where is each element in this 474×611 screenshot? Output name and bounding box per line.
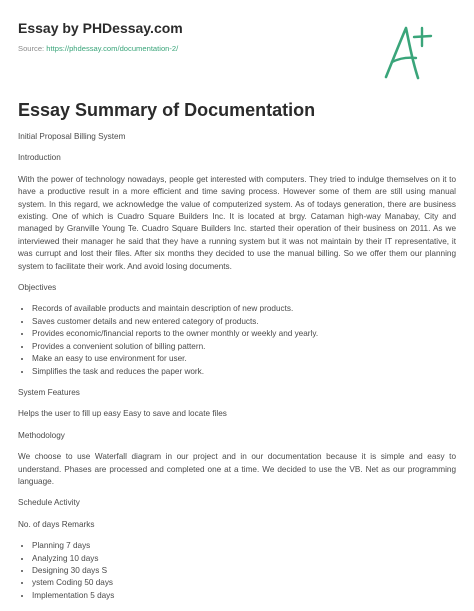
paragraph: System Features xyxy=(18,387,80,397)
paragraph: Methodology xyxy=(18,430,65,440)
paragraph: Objectives xyxy=(18,283,57,293)
a-plus-logo-icon xyxy=(378,22,438,82)
list-item: • Records of available products and maintain description of new products. xyxy=(32,303,456,315)
list-item: • ystem Coding 50 days xyxy=(32,577,456,589)
list-item: • Provides a convenient solution of billing pattern. xyxy=(32,341,456,353)
essay-body xyxy=(18,131,456,611)
source-link[interactable]: https://phdessay.com/documentation-2/ xyxy=(46,44,179,53)
paragraph: Initial Proposal Billing System xyxy=(18,132,126,141)
list-item: • Provides economic/financial reports to the owner monthly or weekly and yearly. xyxy=(32,328,456,340)
paragraph: No. of days Remarks xyxy=(18,519,95,529)
list-item: • Saves customer details and new entered category of products. xyxy=(32,316,456,328)
list-item: • Analyzing 10 days xyxy=(32,553,456,565)
essay-title: Essay Summary of Documentation xyxy=(18,100,316,120)
objectives-list xyxy=(18,303,456,377)
list-item: • Planning 7 days xyxy=(32,540,456,552)
paragraph: Schedule Activity xyxy=(18,498,80,508)
list-item: • Make an easy to use environment for user. xyxy=(32,353,456,365)
paragraph: With the power of technology nowadays, people get interested with computers. They tried to indulge themselves on it to have a productive result in a more efficient and time saving process. However some of them are still using manual system. In this regard, we acknowledge the value of computerized system. As of todays generation, there are business existing. One of which is Cuadro Square Builders Inc. It is located at brgy. Cataman high-way Manabay, City and managed by Granville Young Te. Cuadro Square Builders Inc. started their operation of their business on 2011. As we interviewed their manager he said that they have a running system but it was not maintain by their IT representative, it was currupt and lost their files. After six months they decided to use the manual billing. So we offer them our planning system to facilitate their work. And avoid losing documents. xyxy=(18,174,456,271)
paragraph: Helps the user to fill up easy Easy to save and locate files xyxy=(18,409,227,419)
source-line xyxy=(18,44,178,53)
schedule-list xyxy=(18,540,456,602)
source-label: Source: xyxy=(18,44,47,53)
paragraph: We choose to use Waterfall diagram in our project and in our documentation because it is simple and easy to understand. Phases are processed and completed one at a time. We decided to use the VB. Net as our programming language. xyxy=(18,452,456,486)
paragraph: Introduction xyxy=(18,153,61,163)
site-brand: Essay by PHDessay.com xyxy=(18,20,183,36)
list-item: • Designing 30 days S xyxy=(32,565,456,577)
list-item: • Simplifies the task and reduces the paper work. xyxy=(32,366,456,378)
list-item: • Implementation 5 days xyxy=(32,590,456,602)
